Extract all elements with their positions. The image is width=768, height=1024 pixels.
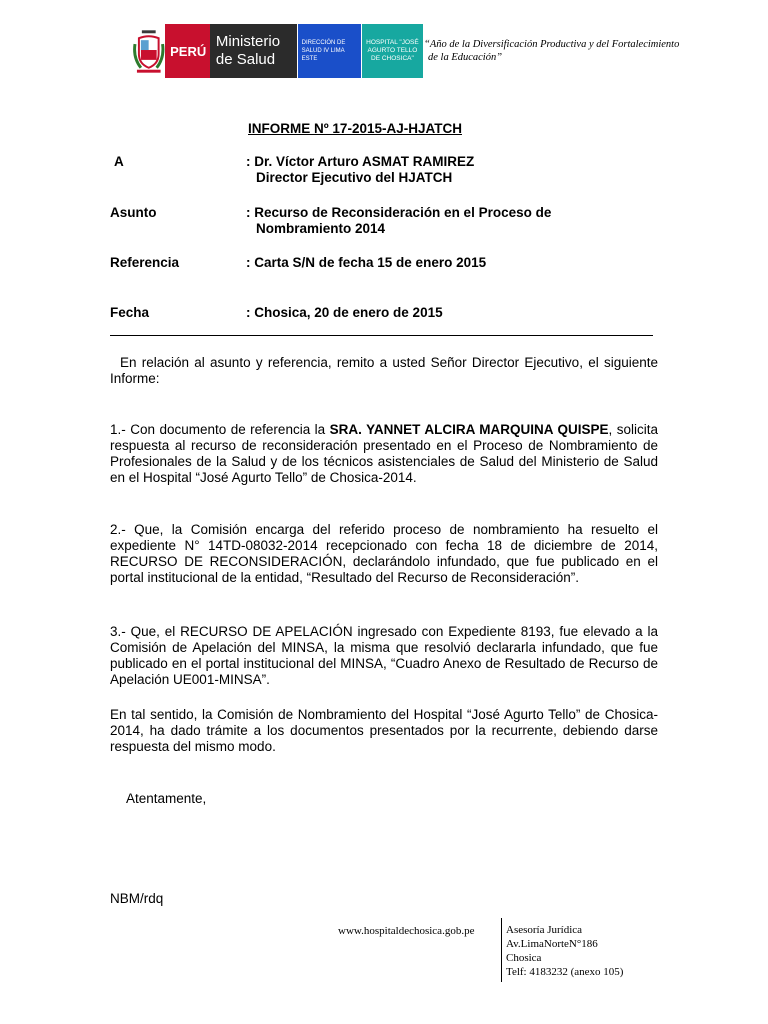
ministerio-line1: Ministerio — [215, 33, 281, 50]
paragraph-2: 2.- Que, la Comisión encarga del referido proceso de nombramiento ha resuelto el expediente N° 14TD-08032-2014 recepcionado con fecha 18 de diciembre de 2014, RECURSO DE RECONSIDERACIÓN, declarándolo infundado, que fue publicado en el portal institucional de la entidad, “Resultado del Recurso de Reconsideración”. — [110, 522, 658, 585]
paragraph-4: En tal sentido, la Comisión de Nombramiento del Hospital “José Agurto Tello” de Chosica-2014, ha dado trámite a los documentos presentados por la recurrente, debiendo darse respuesta del mismo modo. — [110, 707, 658, 754]
coat-of-arms-icon — [133, 24, 165, 78]
motto — [424, 38, 684, 64]
footer-divider — [501, 918, 502, 982]
initials: NBM/rdq — [110, 891, 164, 906]
fecha-value: : Chosica, 20 de enero de 2015 — [246, 305, 443, 320]
recurrent-name: SRA. YANNET ALCIRA MARQUINA QUISPE — [329, 422, 609, 437]
footer-url[interactable]: www.hospitaldechosica.gob.pe — [338, 925, 475, 937]
footer-addr-line1: Asesoría Jurídica — [506, 924, 583, 936]
separator-line — [110, 335, 653, 336]
paragraph-3: 3.- Que, el RECURSO DE APELACIÓN ingresado con Expediente 8193, fue elevado a la Comisión de Apelación del MINSA, la misma que resolvió declararla infundado, que fue publicado en el portal institucional del MINSA, “Cuadro Anexo de Resultado de Recurso de Apelación UE001-MINSA”. — [110, 624, 658, 687]
ministerio-label — [210, 24, 297, 78]
ministerio-line2: de Salud — [215, 51, 276, 68]
a-value-line2: Director Ejecutivo del HJATCH — [256, 170, 453, 185]
footer-addr-line2: Av.LimaNorteN°186 — [506, 938, 598, 950]
footer-addr-line3: Chosica — [506, 952, 542, 964]
a-value — [246, 154, 474, 186]
closing: Atentamente, — [126, 791, 207, 806]
motto-line2: de la Educación” — [428, 52, 503, 63]
footer-address — [506, 923, 623, 979]
referencia-value: : Carta S/N de fecha 15 de enero 2015 — [246, 255, 487, 270]
informe-title: INFORME Nº 17-2015-AJ-HJATCH — [248, 121, 462, 136]
asunto-value-line1: : Recurso de Reconsideración en el Proceso de — [246, 205, 552, 220]
hospital-label: HOSPITAL "JOSÉ AGURTO TELLO DE CHOSICA" — [362, 24, 423, 78]
paragraph-1-prefix: 1.- Con documento de referencia la — [110, 422, 330, 437]
asunto-value — [246, 205, 551, 237]
fecha-label: Fecha — [110, 305, 150, 320]
intro-paragraph: En relación al asunto y referencia, remito a usted Señor Director Ejecutivo, el siguiente Informe: — [110, 355, 658, 386]
motto-line1: “Año de la Diversificación Productiva y del Fortalecimiento — [424, 39, 680, 50]
peru-label: PERÚ — [165, 24, 210, 78]
asunto-label: Asunto — [110, 205, 157, 220]
a-value-line1: : Dr. Víctor Arturo ASMAT RAMIREZ — [246, 154, 475, 169]
asunto-value-line2: Nombramiento 2014 — [256, 221, 386, 236]
direccion-label: DIRECCIÓN DE SALUD IV LIMA ESTE — [298, 24, 361, 78]
referencia-label: Referencia — [110, 255, 180, 270]
a-label: A — [114, 154, 124, 169]
footer-addr-line4: Telf: 4183232 (anexo 105) — [506, 966, 624, 978]
paragraph-1-rest: , solicita respuesta al recurso de reconsideración presentado en el Proceso de Nombramiento de Profesionales de la Salud y de los técnicos asistenciales de Salud del Ministerio de Salud en el Hospital “José Agurto Tello” de Chosica-2014. — [110, 422, 658, 485]
paragraph-1 — [110, 422, 658, 486]
header-logo — [133, 24, 423, 78]
